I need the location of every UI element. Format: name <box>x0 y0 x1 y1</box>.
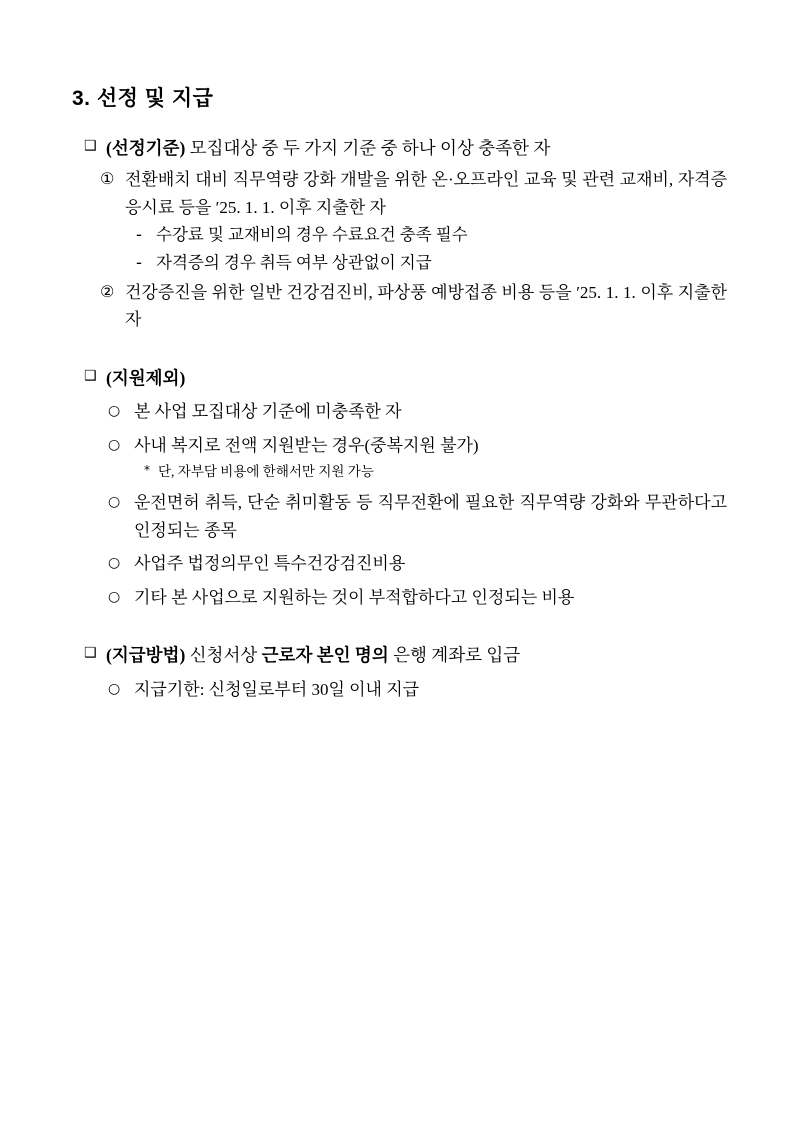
circle-bullet-icon: ○ <box>108 555 121 572</box>
spacer <box>72 611 731 641</box>
exclusion-note-text: 단, 자부담 비용에 한해서만 지원 가능 <box>158 464 374 480</box>
criteria-subitem-2 <box>136 250 731 277</box>
exclusion-item-4-text: 사업주 법정의무인 특수건강검진비용 <box>134 554 406 574</box>
payment-deadline-item <box>108 676 731 704</box>
criteria-item-1 <box>100 166 731 221</box>
dash-bullet-icon: - <box>136 253 142 273</box>
exclusion-heading <box>84 364 731 392</box>
asterisk-icon: * <box>144 463 150 478</box>
exclusion-item-5 <box>108 584 731 612</box>
exclusion-note <box>144 461 731 483</box>
selection-criteria-desc: 모집대상 중 두 가지 기준 중 하나 이상 충족한 자 <box>185 138 551 158</box>
payment-method-text-after: 은행 계좌로 입금 <box>388 645 521 666</box>
circle-bullet-icon: ○ <box>108 436 121 453</box>
payment-method-text-before: 신청서상 <box>185 645 262 666</box>
exclusion-heading-text <box>106 364 731 392</box>
payment-method-bold-text: 근로자 본인 명의 <box>261 645 389 666</box>
circled-number-1-icon: ① <box>100 169 115 189</box>
exclusion-item-1 <box>108 398 731 426</box>
exclusion-item-1-text: 본 사업 모집대상 기준에 미충족한 자 <box>134 402 402 422</box>
circle-bullet-icon: ○ <box>108 403 121 420</box>
circle-bullet-icon: ○ <box>108 680 121 697</box>
exclusion-item-2 <box>108 432 731 460</box>
exclusion-item-3-text: 운전면허 취득, 단순 취미활동 등 직무전환에 필요한 직무역량 강화와 무관하다고 인정되는 종목 <box>134 493 727 540</box>
criteria-subitem-2-text: 자격증의 경우 취득 여부 상관없이 지급 <box>156 253 432 273</box>
criteria-subitem-1-text: 수강료 및 교재비의 경우 수료요건 충족 필수 <box>156 225 468 245</box>
circle-bullet-icon: ○ <box>108 494 121 511</box>
exclusion-label: (지원제외) <box>106 367 186 388</box>
circle-bullet-icon: ○ <box>108 588 121 605</box>
payment-deadline-text: 지급기한: 신청일로부터 30일 이내 지급 <box>134 679 420 699</box>
spacer <box>72 334 731 364</box>
exclusion-item-4 <box>108 550 731 578</box>
payment-method-label: (지급방법) <box>106 645 186 666</box>
circled-number-2-icon: ② <box>100 281 115 301</box>
criteria-item-2-text: 건강증진을 위한 일반 건강검진비, 파상풍 예방접종 비용 등을 ′25. 1. 1. 이후 지출한 자 <box>125 282 727 330</box>
criteria-subitem-1 <box>136 222 731 249</box>
selection-criteria-label: (선정기준) <box>106 138 186 158</box>
payment-method-heading-text <box>106 641 731 669</box>
criteria-item-1-text: 전환배치 대비 직무역량 강화 개발을 위한 온·오프라인 교육 및 관련 교재비, 자격증 응시료 등을 ′25. 1. 1. 이후 지출한 자 <box>125 170 727 217</box>
selection-criteria-heading-text <box>106 134 731 162</box>
square-bullet-icon: ❑ <box>84 645 97 662</box>
exclusion-item-2-text: 사내 복지로 전액 지원받는 경우(중복지원 불가) <box>134 435 479 455</box>
dash-bullet-icon: - <box>136 225 142 245</box>
page-title: 3. 선정 및 지급 <box>72 87 214 110</box>
criteria-item-2 <box>100 279 731 334</box>
square-bullet-icon: ❑ <box>84 138 97 154</box>
payment-method-heading <box>84 641 731 669</box>
square-bullet-icon: ❑ <box>84 367 97 384</box>
exclusion-item-3 <box>108 489 731 544</box>
selection-criteria-heading <box>84 134 731 162</box>
exclusion-item-5-text: 기타 본 사업으로 지원하는 것이 부적합하다고 인정되는 비용 <box>134 587 575 607</box>
